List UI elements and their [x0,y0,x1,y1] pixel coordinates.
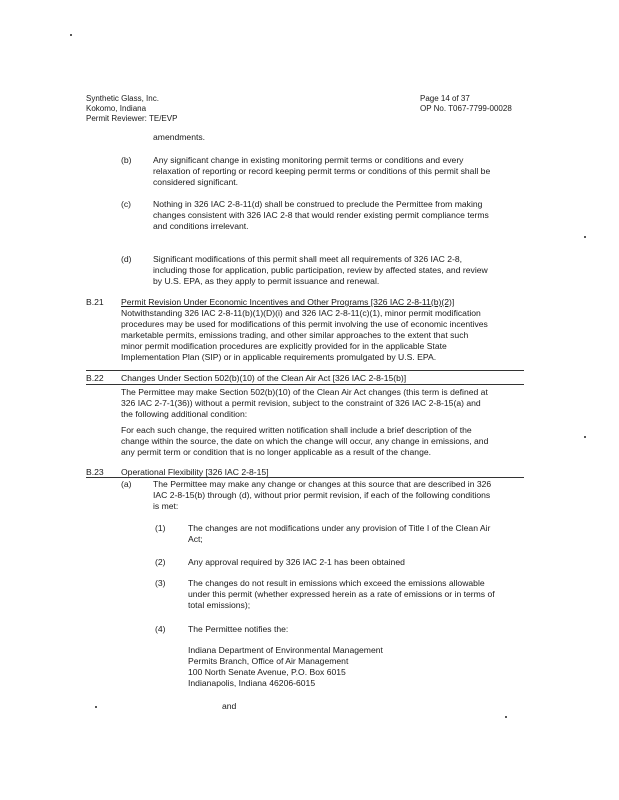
trailing-and: and [222,701,237,711]
header-location: Kokomo, Indiana [86,104,147,113]
address-line: Permits Branch, Office of Air Management [188,656,349,666]
item-label-b: (b) [121,155,132,165]
body-line: 326 IAC 2-7-1(36)) without a permit revision, subject to the constraint of 326 IAC 2-8-15(a) and [121,398,481,408]
item-line: Nothing in 326 IAC 2-8-11(d) shall be construed to preclude the Permittee from making [153,199,483,209]
body-line: For each such change, the required written notification shall include a brief description of the [121,425,472,435]
section-b22-para1 [121,387,488,420]
condition-3-text [188,578,495,611]
section-title-b23: Operational Flexibility [326 IAC 2-8-15] [121,467,269,477]
section-number-b22: B.22 [86,373,104,383]
item-line: by U.S. EPA, as they apply to permit issuance and renewal. [153,276,380,286]
header-right [420,94,512,114]
item-a-text [153,479,491,512]
section-b22-para2 [121,425,488,458]
body-line: change within the source, the date on which the change will occur, any change in emissions, and [121,436,489,446]
body-line: minor permit modification procedures are explicitly provided for in the applicable State [121,341,447,351]
body-line: Notwithstanding 326 IAC 2-8-11(b)(1)(D)(i) and 326 IAC 2-8-11(c)(1), minor permit modification [121,308,481,318]
section-title-b22: Changes Under Section 502(b)(10) of the Clean Air Act [326 IAC 2-8-15(b)] [121,373,407,383]
item-label-c: (c) [121,199,132,209]
body-line: under this permit (whether expressed herein as a rate of emissions or in terms of [188,589,495,599]
body-line: The Permittee may make Section 502(b)(10) of the Clean Air Act changes (this term is defined at [121,387,488,397]
scan-speck [505,716,507,718]
body-line: any permit term or condition that is no longer applicable as a result of the change. [121,447,432,457]
section-body-b21 [121,308,488,363]
body-line: Implementation Plan (SIP) or in applicable requirements promulgated by U.S. EPA. [121,352,437,362]
item-c-text [153,199,489,232]
body-line: The changes are not modifications under any provision of Title I of the Clean Air [188,523,491,533]
body-line: the following additional condition: [121,409,248,419]
item-label-d: (d) [121,254,132,264]
header-page-number: Page 14 of 37 [420,94,470,103]
header-reviewer: Permit Reviewer: TE/EVP [86,114,178,123]
condition-label-3: (3) [155,578,166,588]
header-company: Synthetic Glass, Inc. [86,94,159,103]
body-line: IAC 2-8-15(b) through (d), without prior permit revision, if each of the following conditions [153,490,491,500]
section-rule [86,370,524,371]
scan-speck [584,436,586,438]
address-line: Indiana Department of Environmental Management [188,645,383,655]
section-title-b21: Permit Revision Under Economic Incentives and Other Programs [326 IAC 2-8-11(b)(2)] [121,297,455,307]
condition-label-4: (4) [155,624,166,634]
section-rule [86,477,524,478]
condition-1-text [188,523,490,545]
body-line: The Permittee notifies the: [188,624,289,634]
mailing-address [188,645,383,689]
body-line: Any approval required by 326 IAC 2-1 has been obtained [188,557,405,567]
body-line: The Permittee may make any change or changes at this source that are described in 326 [153,479,492,489]
section-number-b21: B.21 [86,297,104,307]
body-line: procedures may be used for modifications of this permit involving the use of economic incentives [121,319,488,329]
item-line: changes consistent with 326 IAC 2-8 that would render existing permit compliance terms [153,210,489,220]
header-left [86,94,177,124]
item-b-text [153,155,490,188]
item-line: and conditions irrelevant. [153,221,249,231]
item-d-text [153,254,488,287]
header-permit-number: OP No. T067-7799-00028 [420,104,512,113]
section-number-b23: B.23 [86,467,104,477]
continuation-text: amendments. [153,132,206,142]
item-label-a: (a) [121,479,132,489]
body-line: is met: [153,501,179,511]
item-line: relaxation of reporting or record keeping permit terms or conditions of this permit shall be [153,166,491,176]
condition-2-text [188,557,405,568]
scan-speck [70,34,72,36]
address-line: Indianapolis, Indiana 46206-6015 [188,678,316,688]
body-line: total emissions); [188,600,251,610]
item-line: considered significant. [153,177,239,187]
section-rule [86,384,524,385]
body-line: marketable permits, emissions trading, and other similar approaches to the extent that such [121,330,469,340]
body-line: Act; [188,534,203,544]
address-line: 100 North Senate Avenue, P.O. Box 6015 [188,667,346,677]
body-line: The changes do not result in emissions which exceed the emissions allowable [188,578,485,588]
condition-label-2: (2) [155,557,166,567]
condition-label-1: (1) [155,523,166,533]
item-line: Significant modifications of this permit shall meet all requirements of 326 IAC 2-8, [153,254,463,264]
item-line: Any significant change in existing monitoring permit terms or conditions and every [153,155,464,165]
scan-speck [95,706,97,708]
condition-4-text [188,624,288,635]
item-line: including those for application, public participation, review by affected states, and review [153,265,488,275]
scan-speck [584,236,586,238]
